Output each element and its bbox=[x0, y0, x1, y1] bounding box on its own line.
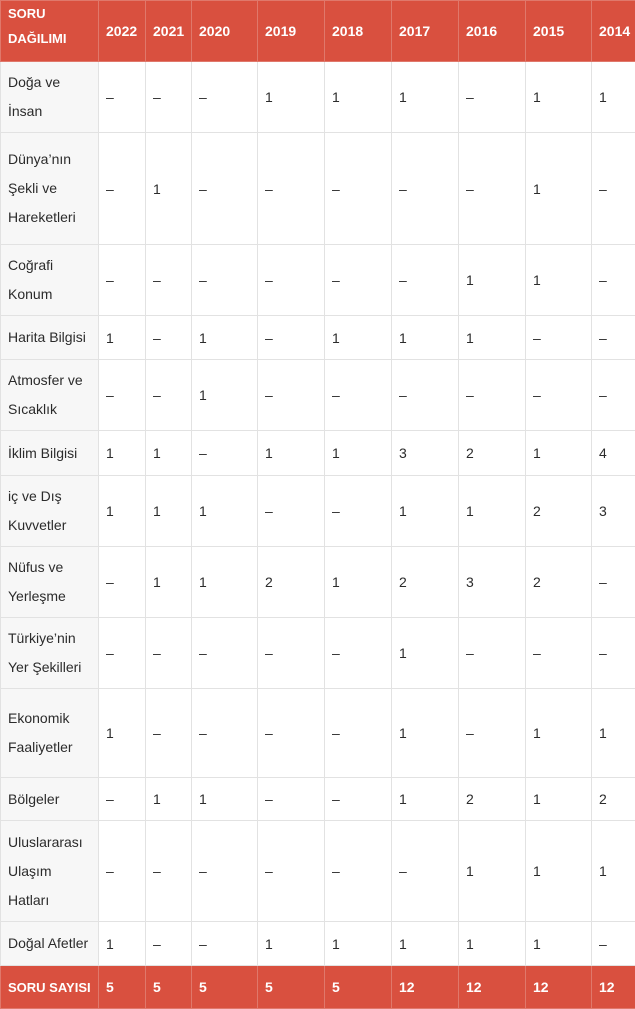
table-row bbox=[1, 476, 635, 547]
count-cell: 1 bbox=[146, 778, 192, 821]
count-cell: – bbox=[192, 431, 258, 476]
count-cell: 1 bbox=[392, 316, 459, 360]
count-cell: – bbox=[192, 618, 258, 689]
table-row bbox=[1, 618, 635, 689]
count-cell: 1 bbox=[99, 431, 146, 476]
year-header: 2019 bbox=[258, 1, 325, 62]
count-cell: – bbox=[146, 62, 192, 133]
total-cell: 5 bbox=[146, 966, 192, 1009]
topic-label: Doğa ve İnsan bbox=[1, 62, 99, 133]
table-row bbox=[1, 689, 635, 778]
count-cell: 1 bbox=[526, 922, 592, 966]
total-cell: 5 bbox=[258, 966, 325, 1009]
table-row bbox=[1, 133, 635, 245]
count-cell: 1 bbox=[192, 778, 258, 821]
topic-label: Coğrafi Konum bbox=[1, 245, 99, 316]
count-cell: – bbox=[258, 476, 325, 547]
count-cell: – bbox=[99, 133, 146, 245]
header-label: SORU DAĞILIMI bbox=[1, 1, 99, 62]
count-cell: 1 bbox=[258, 922, 325, 966]
table-row bbox=[1, 547, 635, 618]
count-cell: – bbox=[592, 245, 635, 316]
count-cell: – bbox=[526, 316, 592, 360]
count-cell: 2 bbox=[526, 547, 592, 618]
count-cell: 2 bbox=[258, 547, 325, 618]
count-cell: – bbox=[526, 360, 592, 431]
count-cell: 1 bbox=[192, 476, 258, 547]
count-cell: 1 bbox=[459, 476, 526, 547]
count-cell: – bbox=[459, 689, 526, 778]
count-cell: 1 bbox=[146, 431, 192, 476]
topic-label: Harita Bilgisi bbox=[1, 316, 99, 360]
year-header: 2021 bbox=[146, 1, 192, 62]
count-cell: 1 bbox=[325, 62, 392, 133]
count-cell: – bbox=[526, 618, 592, 689]
count-cell: 1 bbox=[592, 821, 635, 922]
topic-label: Atmosfer ve Sıcaklık bbox=[1, 360, 99, 431]
count-cell: – bbox=[192, 133, 258, 245]
count-cell: – bbox=[258, 360, 325, 431]
table-row bbox=[1, 62, 635, 133]
count-cell: 1 bbox=[99, 476, 146, 547]
count-cell: – bbox=[99, 821, 146, 922]
count-cell: 1 bbox=[99, 689, 146, 778]
count-cell: – bbox=[325, 778, 392, 821]
count-cell: 1 bbox=[526, 245, 592, 316]
count-cell: – bbox=[392, 821, 459, 922]
count-cell: 2 bbox=[526, 476, 592, 547]
topic-label: Doğal Afetler bbox=[1, 922, 99, 966]
count-cell: – bbox=[592, 618, 635, 689]
count-cell: – bbox=[592, 922, 635, 966]
topic-label: Dünya’nın Şekli ve Hareketleri bbox=[1, 133, 99, 245]
count-cell: – bbox=[99, 360, 146, 431]
count-cell: 1 bbox=[592, 62, 635, 133]
count-cell: – bbox=[325, 360, 392, 431]
table-row bbox=[1, 778, 635, 821]
total-cell: 5 bbox=[325, 966, 392, 1009]
count-cell: – bbox=[592, 133, 635, 245]
count-cell: – bbox=[592, 316, 635, 360]
table-row bbox=[1, 245, 635, 316]
topic-label: Türkiye’nin Yer Şekilleri bbox=[1, 618, 99, 689]
count-cell: – bbox=[99, 245, 146, 316]
count-cell: 1 bbox=[192, 316, 258, 360]
count-cell: 1 bbox=[392, 476, 459, 547]
count-cell: – bbox=[99, 62, 146, 133]
count-cell: 1 bbox=[392, 689, 459, 778]
table-row bbox=[1, 360, 635, 431]
total-cell: 5 bbox=[99, 966, 146, 1009]
count-cell: 1 bbox=[146, 133, 192, 245]
count-cell: – bbox=[146, 360, 192, 431]
count-cell: 1 bbox=[526, 778, 592, 821]
count-cell: – bbox=[258, 316, 325, 360]
count-cell: – bbox=[258, 821, 325, 922]
total-cell: 12 bbox=[459, 966, 526, 1009]
year-header: 2016 bbox=[459, 1, 526, 62]
header-row bbox=[1, 1, 635, 62]
count-cell: – bbox=[258, 778, 325, 821]
count-cell: – bbox=[325, 476, 392, 547]
total-cell: 12 bbox=[526, 966, 592, 1009]
count-cell: 3 bbox=[392, 431, 459, 476]
count-cell: – bbox=[146, 922, 192, 966]
topic-label: Ekonomik Faaliyetler bbox=[1, 689, 99, 778]
table-row bbox=[1, 316, 635, 360]
count-cell: 1 bbox=[459, 316, 526, 360]
count-cell: 3 bbox=[592, 476, 635, 547]
total-label: SORU SAYISI bbox=[1, 966, 99, 1009]
topic-label: Uluslararası Ulaşım Hatları bbox=[1, 821, 99, 922]
count-cell: – bbox=[192, 245, 258, 316]
count-cell: – bbox=[325, 821, 392, 922]
count-cell: – bbox=[392, 360, 459, 431]
count-cell: – bbox=[392, 133, 459, 245]
count-cell: 1 bbox=[192, 360, 258, 431]
count-cell: – bbox=[146, 316, 192, 360]
count-cell: 1 bbox=[258, 431, 325, 476]
topic-label: iç ve Dış Kuvvetler bbox=[1, 476, 99, 547]
count-cell: – bbox=[192, 821, 258, 922]
count-cell: – bbox=[146, 245, 192, 316]
count-cell: 1 bbox=[392, 618, 459, 689]
count-cell: 2 bbox=[459, 431, 526, 476]
count-cell: – bbox=[459, 360, 526, 431]
count-cell: 1 bbox=[459, 245, 526, 316]
count-cell: – bbox=[325, 133, 392, 245]
year-header: 2014 bbox=[592, 1, 635, 62]
count-cell: – bbox=[258, 133, 325, 245]
year-header: 2022 bbox=[99, 1, 146, 62]
count-cell: 1 bbox=[146, 547, 192, 618]
count-cell: – bbox=[192, 922, 258, 966]
count-cell: – bbox=[146, 689, 192, 778]
count-cell: – bbox=[592, 547, 635, 618]
total-row bbox=[1, 966, 635, 1009]
count-cell: – bbox=[325, 245, 392, 316]
count-cell: 1 bbox=[459, 821, 526, 922]
count-cell: 1 bbox=[592, 689, 635, 778]
table-row bbox=[1, 431, 635, 476]
count-cell: 1 bbox=[99, 922, 146, 966]
year-header: 2020 bbox=[192, 1, 258, 62]
count-cell: 1 bbox=[526, 689, 592, 778]
count-cell: – bbox=[99, 547, 146, 618]
total-cell: 12 bbox=[392, 966, 459, 1009]
count-cell: 1 bbox=[325, 922, 392, 966]
year-header: 2018 bbox=[325, 1, 392, 62]
count-cell: 1 bbox=[99, 316, 146, 360]
count-cell: 1 bbox=[392, 778, 459, 821]
count-cell: 1 bbox=[325, 316, 392, 360]
count-cell: – bbox=[325, 618, 392, 689]
count-cell: 1 bbox=[459, 922, 526, 966]
count-cell: – bbox=[146, 618, 192, 689]
count-cell: – bbox=[146, 821, 192, 922]
topic-label: Bölgeler bbox=[1, 778, 99, 821]
count-cell: – bbox=[592, 360, 635, 431]
count-cell: – bbox=[392, 245, 459, 316]
count-cell: 2 bbox=[392, 547, 459, 618]
count-cell: 1 bbox=[392, 922, 459, 966]
count-cell: 1 bbox=[258, 62, 325, 133]
count-cell: 1 bbox=[392, 62, 459, 133]
count-cell: 1 bbox=[526, 133, 592, 245]
year-header: 2015 bbox=[526, 1, 592, 62]
count-cell: – bbox=[99, 778, 146, 821]
total-cell: 5 bbox=[192, 966, 258, 1009]
count-cell: – bbox=[459, 618, 526, 689]
count-cell: 3 bbox=[459, 547, 526, 618]
topic-label: Nüfus ve Yerleşme bbox=[1, 547, 99, 618]
year-header: 2017 bbox=[392, 1, 459, 62]
count-cell: 1 bbox=[526, 821, 592, 922]
count-cell: – bbox=[459, 133, 526, 245]
count-cell: 1 bbox=[146, 476, 192, 547]
count-cell: 4 bbox=[592, 431, 635, 476]
count-cell: 2 bbox=[459, 778, 526, 821]
count-cell: 1 bbox=[325, 547, 392, 618]
table-row bbox=[1, 922, 635, 966]
count-cell: – bbox=[258, 245, 325, 316]
count-cell: 1 bbox=[325, 431, 392, 476]
count-cell: – bbox=[192, 62, 258, 133]
total-cell: 12 bbox=[592, 966, 635, 1009]
count-cell: – bbox=[99, 618, 146, 689]
count-cell: – bbox=[258, 618, 325, 689]
count-cell: – bbox=[192, 689, 258, 778]
table-row bbox=[1, 821, 635, 922]
count-cell: – bbox=[325, 689, 392, 778]
topic-label: İklim Bilgisi bbox=[1, 431, 99, 476]
count-cell: 1 bbox=[192, 547, 258, 618]
count-cell: 1 bbox=[526, 62, 592, 133]
count-cell: – bbox=[459, 62, 526, 133]
count-cell: 2 bbox=[592, 778, 635, 821]
count-cell: 1 bbox=[526, 431, 592, 476]
count-cell: – bbox=[258, 689, 325, 778]
